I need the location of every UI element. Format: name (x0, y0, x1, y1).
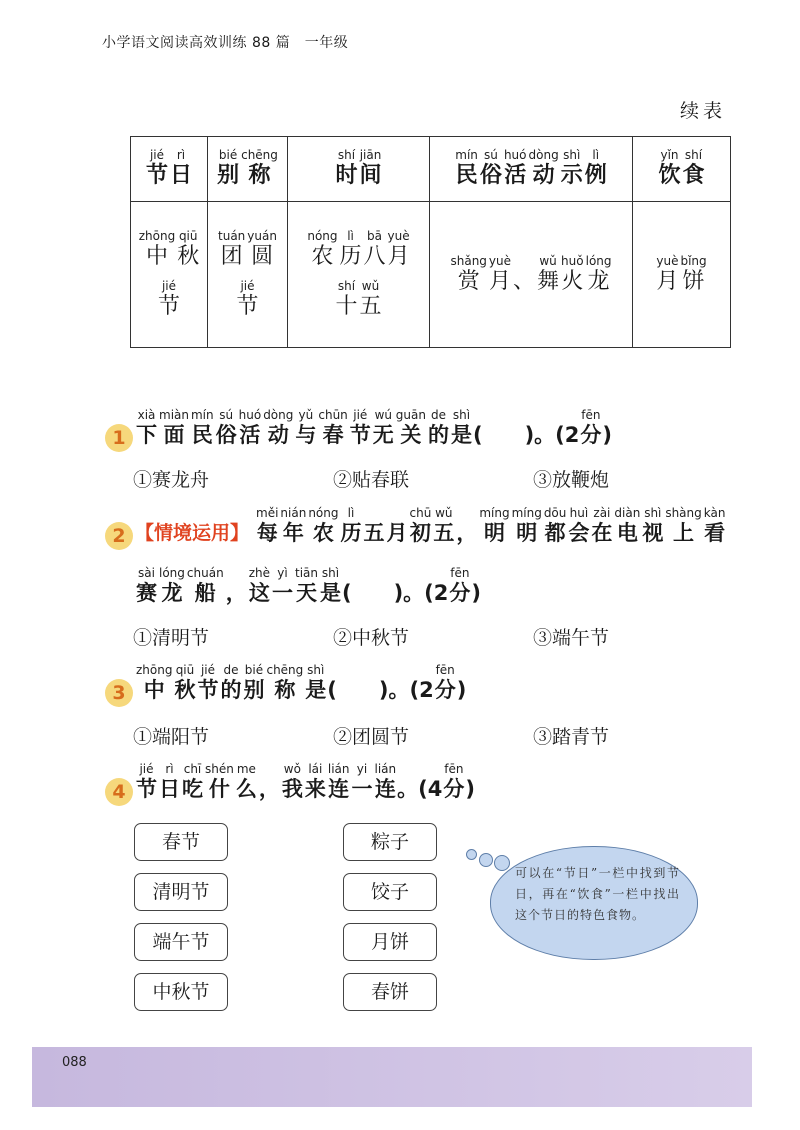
cell-food (633, 202, 731, 348)
ruby-char: shì 是 (450, 408, 472, 447)
ruby-char: yì 一 (271, 566, 293, 605)
ruby-char: miàn 面 (159, 408, 189, 447)
ruby-char: lì 历 (340, 506, 362, 545)
ruby-char: shí 十 (335, 278, 358, 319)
ruby-char: huì 会 (568, 506, 590, 545)
question-2-line-2: sài 赛 lóng 龙 chuán 船 ， zhè 这 yì 一 tiān 天 shì 是 ( )。(2 fēn 分 ) (136, 566, 481, 605)
ruby-char: de 的 (220, 663, 242, 702)
ruby-char: de 的 (427, 408, 449, 447)
match-food-box[interactable]: 月饼 (343, 923, 437, 961)
q1-option-3[interactable]: ③放鞭炮 (533, 469, 610, 491)
ruby-char: wú 无 (372, 408, 394, 447)
ruby-char: jiān 间 (359, 148, 382, 188)
ruby-char: sú 俗 (215, 408, 237, 447)
match-food-box[interactable]: 粽子 (343, 823, 437, 861)
ruby-char: yuè 月 (387, 228, 410, 269)
ruby-char: jié 节 (145, 148, 168, 188)
context-tag: 【情境运用】 (135, 522, 250, 544)
ruby-char: yuè 月 (488, 253, 512, 294)
ruby-char: shì 视 (642, 506, 664, 545)
ruby-char: lóng 龙 (159, 566, 185, 605)
ruby-char: shàng 上 (665, 506, 702, 545)
header-food (633, 137, 731, 202)
ruby-char: lái 来 (304, 762, 326, 801)
ruby-char: shén 什 (205, 762, 234, 801)
q3-option-1[interactable]: ①端阳节 (133, 726, 210, 748)
ruby-char: fēn 分 (580, 408, 602, 447)
ruby-char: kàn 看 (703, 506, 726, 545)
thought-dot-icon (479, 853, 493, 867)
ruby-char: wǔ 舞 (537, 253, 560, 294)
ruby-char: míng 明 (511, 506, 542, 545)
ruby-char: yuè 月 (656, 253, 679, 294)
footer-band (32, 1047, 752, 1107)
ruby-char: dōu 都 (543, 506, 567, 545)
ruby-char: bié 别 (217, 148, 240, 188)
table-header-row (131, 137, 731, 202)
ruby-char: bié 别 (243, 663, 265, 702)
table-row (131, 202, 731, 348)
answer-bracket[interactable]: ( )。(2 (341, 581, 449, 605)
ruby-char: dòng 动 (263, 408, 294, 447)
ruby-char: yǐn 饮 (658, 148, 681, 188)
ruby-char: chuán 船 (186, 566, 224, 605)
ruby-char: wǒ 我 (281, 762, 303, 801)
festival-table (130, 136, 731, 348)
ruby-char: lián 连 (327, 762, 350, 801)
ruby-char: lì 例 (584, 148, 607, 188)
q1-option-1[interactable]: ①赛龙舟 (133, 469, 210, 491)
ruby-char: zài 在 (591, 506, 613, 545)
question-1-text: xià 下 miàn 面 mín 民 sú 俗 huó 活 dòng 动 yǔ 与 chūn 春 jié 节 wú 无 guān 关 de 的 shì 是 ( )。(2 fēn 分 ) (136, 408, 612, 447)
header-alias (208, 137, 288, 202)
ruby-char: fēn 分 (443, 762, 465, 801)
question-2-line-1 (135, 506, 726, 546)
ruby-char: yǔ 与 (295, 408, 317, 447)
ruby-char: fēn 分 (449, 566, 471, 605)
ruby-char: shì 是 (319, 566, 341, 605)
ruby-char: shì 是 (305, 663, 327, 702)
ruby-char: ， (258, 777, 280, 801)
ruby-char: diàn 电 (614, 506, 641, 545)
q3-option-2[interactable]: ②团圆节 (333, 726, 410, 748)
ruby-char: lián 连 (374, 762, 397, 801)
ruby-char: tuán 团 (218, 228, 246, 269)
ruby-char: jié 节 (349, 408, 371, 447)
ruby-char: qiū 秋 (177, 228, 200, 269)
header-festival (131, 137, 208, 202)
ruby-char: mín 民 (190, 408, 214, 447)
ruby-char: zhōng 中 (138, 228, 176, 269)
cell-festival (131, 202, 208, 348)
match-festival-box[interactable]: 中秋节 (134, 973, 228, 1011)
question-number-badge: 4 (105, 778, 133, 806)
ruby-char: bǐng 饼 (680, 253, 707, 294)
cell-customs (430, 202, 633, 348)
ruby-char: chēng 称 (241, 148, 278, 188)
q2-option-2[interactable]: ②中秋节 (333, 627, 410, 649)
question-number-badge: 1 (105, 424, 133, 452)
ruby-char: rì 日 (170, 148, 193, 188)
ruby-char: 、 (513, 268, 536, 294)
ruby-char: lì 历 (339, 228, 362, 269)
ruby-char: huó 活 (503, 148, 527, 188)
ruby-char: dòng 动 (528, 148, 559, 188)
ruby-char: huǒ 火 (561, 253, 584, 294)
ruby-char: sài 赛 (136, 566, 157, 605)
ruby-char: jié 节 (197, 663, 219, 702)
ruby-char: zhè 这 (248, 566, 270, 605)
tip-bubble (490, 846, 698, 960)
answer-bracket[interactable]: ( )。(2 (472, 423, 580, 447)
ruby-char: nóng 农 (308, 506, 339, 545)
ruby-char: qiū 秋 (174, 663, 196, 702)
q2-option-1[interactable]: ①清明节 (133, 627, 210, 649)
ruby-char: jié 节 (236, 278, 259, 319)
ruby-char: shì 示 (560, 148, 583, 188)
cell-alias (208, 202, 288, 348)
thought-dot-icon (494, 855, 510, 871)
ruby-char: shǎng 赏 (450, 253, 487, 294)
ruby-char: jié 节 (136, 762, 157, 801)
ruby-char: guān 关 (395, 408, 426, 447)
ruby-char: xià 下 (136, 408, 157, 447)
cell-time (288, 202, 430, 348)
match-food-box[interactable]: 饺子 (343, 873, 437, 911)
ruby-char: shí 食 (682, 148, 705, 188)
match-festival-box[interactable]: 清明节 (134, 873, 228, 911)
header-time (288, 137, 430, 202)
ruby-char: ， (456, 521, 478, 545)
ruby-char: jié 节 (157, 278, 180, 319)
answer-bracket[interactable]: ( )。(2 (327, 678, 434, 702)
question-3-text: zhōng 中 qiū 秋 jié 节 de 的 bié 别 chēng 称 shì 是 ( )。(2 fēn 分 ) (136, 663, 467, 702)
ruby-char: chēng 称 (266, 663, 304, 702)
ruby-char: nóng 农 (307, 228, 338, 269)
ruby-char: fēn 分 (434, 663, 456, 702)
page-number: 088 (62, 1055, 87, 1070)
ruby-char: rì 日 (159, 762, 180, 801)
q2-option-3[interactable]: ③端午节 (533, 627, 610, 649)
thought-dot-icon (466, 849, 477, 860)
question-number-badge: 3 (105, 679, 133, 707)
match-festival-box[interactable]: 端午节 (134, 923, 228, 961)
question-number-badge: 2 (105, 522, 133, 550)
ruby-char: yi 一 (351, 762, 373, 801)
ruby-char: wǔ 五 (359, 278, 382, 319)
ruby-char: wǔ 五 (433, 506, 455, 545)
match-food-box[interactable]: 春饼 (343, 973, 437, 1011)
ruby-char: míng 明 (479, 506, 510, 545)
q1-option-2[interactable]: ②贴春联 (333, 469, 410, 491)
ruby-char: zhōng 中 (136, 663, 173, 702)
ruby-char: 月 (386, 521, 408, 545)
ruby-char: chī 吃 (182, 762, 203, 801)
ruby-char: bā 八 (363, 228, 386, 269)
ruby-char: chū 初 (409, 506, 432, 545)
book-title: 小学语文阅读高效训练 88 篇 一年级 (102, 35, 349, 51)
ruby-char: ， (225, 581, 247, 605)
ruby-char: 五 (363, 521, 385, 545)
header-customs (430, 137, 633, 202)
ruby-char: mín 民 (455, 148, 478, 188)
ruby-char: chūn 春 (318, 408, 348, 447)
ruby-char: lóng 龙 (585, 253, 612, 294)
ruby-char: měi 每 (256, 506, 279, 545)
ruby-char: nián 年 (280, 506, 307, 545)
ruby-char: me 么 (235, 762, 257, 801)
ruby-char: huó 活 (238, 408, 262, 447)
question-4-text: jié 节 rì 日 chī 吃 shén 什 me 么 ， wǒ 我 lái 来 lián 连 yi 一 lián 连 。(4 fēn 分 ) (136, 762, 475, 801)
continued-label: 续表 (680, 100, 727, 122)
ruby-char: shí 时 (335, 148, 358, 188)
match-festival-box[interactable]: 春节 (134, 823, 228, 861)
tip-text: 可以在“节日”一栏中找到节日，再在“饮食”一栏中找出这个节日的特色食物。 (515, 866, 680, 922)
ruby-char: yuán 圆 (247, 228, 277, 269)
q3-option-3[interactable]: ③踏青节 (533, 726, 610, 748)
ruby-char: sú 俗 (479, 148, 502, 188)
ruby-char: tiān 天 (294, 566, 318, 605)
